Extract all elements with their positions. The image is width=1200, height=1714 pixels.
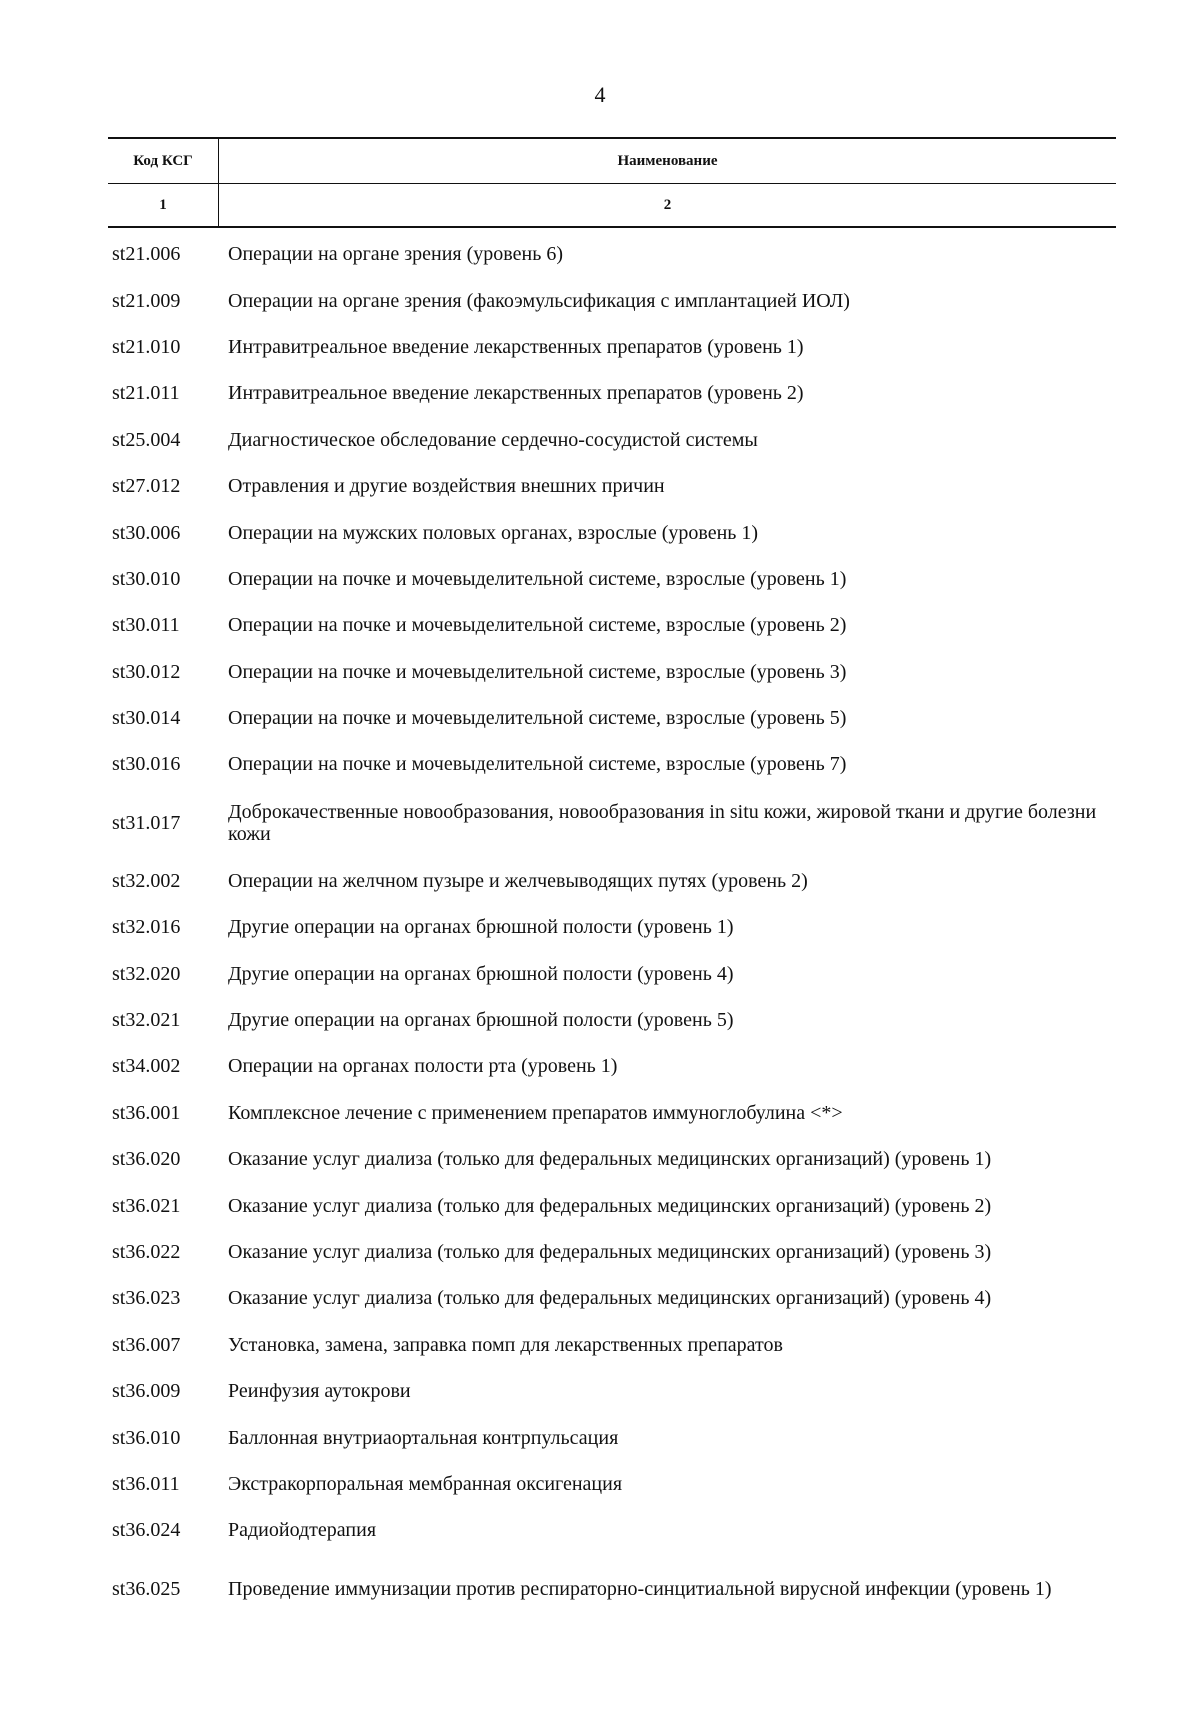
ksg-code: st36.023 [112,1287,181,1310]
ksg-name: Операции на органах полости рта (уровень 1) [228,1055,618,1078]
table-row [108,417,1116,463]
ksg-code: st36.022 [112,1241,181,1263]
ksg-code: st25.004 [112,428,181,451]
ksg-name: Оказание услуг диализа (только для федеральных медицинских организаций) (уровень 1) [228,1148,992,1171]
ksg-name: Другие операции на органах брюшной полости (уровень 5) [228,1009,734,1032]
ksg-code: st27.012 [112,475,181,498]
ksg-name: Операции на почке и мочевыделительной системе, взрослые (уровень 2) [228,614,847,637]
table-row [108,788,1116,858]
ksg-code: st36.024 [112,1519,181,1542]
ksg-code: st36.020 [112,1148,181,1171]
ksg-code: st36.009 [112,1380,181,1403]
ksg-code: st30.011 [112,614,180,637]
table-row [108,231,1116,277]
table-row [108,950,1116,996]
table-row [108,463,1116,509]
table-row [108,509,1116,555]
table-row [108,1275,1116,1321]
ksg-code: st32.002 [112,869,181,892]
ksg-name: Доброкачественные новообразования, новообразования in situ кожи, жировой ткани и другие болезни кожи [228,800,1097,845]
ksg-code: st30.014 [112,707,181,730]
table-row [108,858,1116,904]
ksg-name: Операции на органе зрения (уровень 6) [228,243,563,266]
table-row [108,277,1116,323]
table-row [108,904,1116,950]
ksg-table [108,137,1116,1624]
table-row [108,324,1116,370]
column-number-row [108,184,1116,228]
ksg-code: st36.007 [112,1333,181,1356]
ksg-code: st32.020 [112,962,181,985]
ksg-code: st32.021 [112,1009,181,1032]
ksg-name: Операции на мужских половых органах, взрослые (уровень 1) [228,521,759,544]
table-row [108,1461,1116,1507]
table-row [108,602,1116,648]
ksg-code: st36.001 [112,1101,181,1124]
ksg-name: Другие операции на органах брюшной полости (уровень 4) [228,962,734,985]
ksg-code: st30.010 [112,567,181,590]
ksg-name: Экстракорпоральная мембранная оксигенация [228,1472,623,1495]
ksg-name: Оказание услуг диализа (только для федеральных медицинских организаций) (уровень 4) [228,1287,992,1310]
ksg-code: st21.006 [112,243,181,266]
table-row [108,741,1116,787]
ksg-code: st30.012 [112,660,181,683]
ksg-code: st34.002 [112,1055,181,1078]
ksg-name: Операции на почке и мочевыделительной системе, взрослые (уровень 1) [228,567,847,590]
ksg-code: st30.006 [112,521,181,544]
ksg-name: Другие операции на органах брюшной полости (уровень 1) [228,916,734,939]
ksg-name: Диагностическое обследование сердечно-сосудистой системы [228,428,758,451]
column-header-code: Код КСГ [108,139,219,183]
ksg-name: Интравитреальное введение лекарственных препаратов (уровень 2) [228,382,804,405]
ksg-name: Операции на почке и мочевыделительной системе, взрослые (уровень 7) [228,753,847,776]
ksg-name: Операции на желчном пузыре и желчевыводящих путях (уровень 2) [228,869,808,892]
ksg-name: Операции на органе зрения (факоэмульсификация с имплантацией ИОЛ) [228,289,850,312]
ksg-code: st31.017 [112,811,181,834]
table-row [108,1554,1116,1624]
table-row [108,1368,1116,1414]
table-header-row [108,137,1116,184]
column-number-code: 1 [108,184,219,226]
ksg-code: st32.016 [112,916,181,939]
table-row [108,370,1116,416]
ksg-code: st21.011 [112,382,180,405]
table-body [108,231,1116,1624]
ksg-name: Интравитреальное введение лекарственных препаратов (уровень 1) [228,335,804,358]
ksg-name: Операции на почке и мочевыделительной системе, взрослые (уровень 5) [228,707,847,730]
ksg-name: Операции на почке и мочевыделительной системе, взрослые (уровень 3) [228,660,847,683]
ksg-name: Оказание услуг диализа (только для федеральных медицинских организаций) (уровень 3) [228,1241,992,1263]
column-header-name: Наименование [617,152,718,169]
ksg-code: st36.010 [112,1426,181,1449]
table-row [108,1507,1116,1553]
ksg-code: st21.010 [112,335,181,358]
table-row [108,556,1116,602]
ksg-name: Установка, замена, заправка помп для лекарственных препаратов [228,1333,783,1356]
table-row [108,1182,1116,1228]
ksg-name: Отравления и другие воздействия внешних причин [228,475,665,498]
table-row [108,1136,1116,1182]
ksg-name: Комплексное лечение с применением препаратов иммуноглобулина <*> [228,1101,843,1124]
page-number: 4 [594,82,606,107]
table-row [108,1090,1116,1136]
ksg-code: st36.025 [112,1577,181,1600]
ksg-name: Радиойодтерапия [228,1519,377,1542]
ksg-code: st30.016 [112,753,181,776]
table-row [108,695,1116,741]
ksg-code: st21.009 [112,289,181,312]
ksg-code: st36.011 [112,1472,180,1495]
ksg-name: Проведение иммунизации против респираторно-синцитиальной вирусной инфекции (уровень 1) [228,1577,1052,1600]
ksg-code: st36.021 [112,1194,181,1217]
ksg-name: Реинфузия аутокрови [228,1380,411,1403]
table-row [108,1229,1116,1275]
table-row [108,649,1116,695]
table-row [108,1322,1116,1368]
table-row [108,1414,1116,1460]
ksg-name: Баллонная внутриаортальная контрпульсация [228,1426,619,1449]
table-row [108,997,1116,1043]
column-number-name: 2 [663,196,672,213]
table-row [108,1043,1116,1089]
ksg-name: Оказание услуг диализа (только для федеральных медицинских организаций) (уровень 2) [228,1194,992,1217]
